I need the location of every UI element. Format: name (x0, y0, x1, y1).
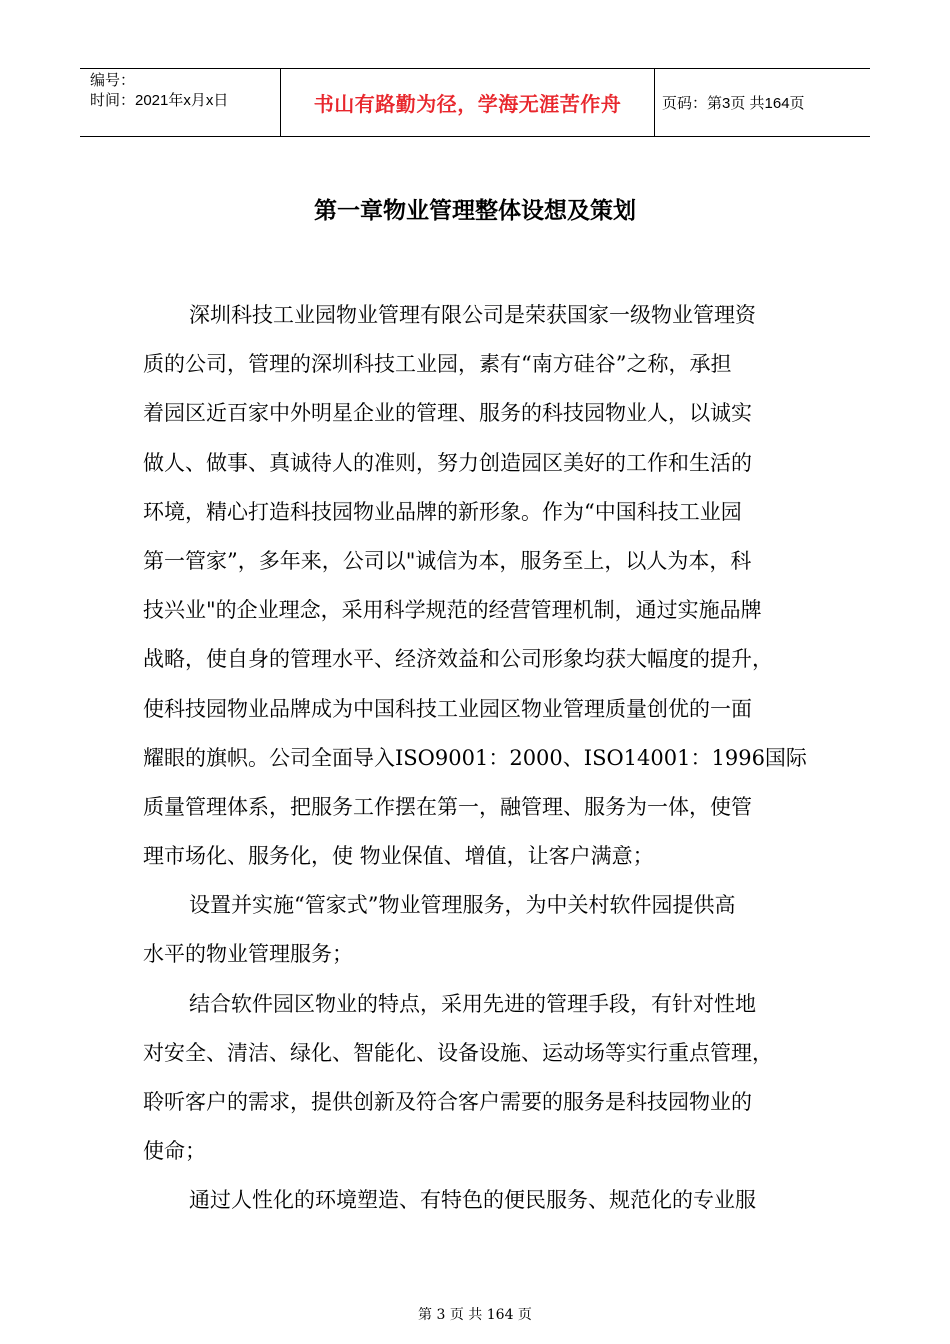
chapter-title: 第一章物业管理整体设想及策划 (314, 198, 636, 224)
body-line: 结合软件园区物业的特点，采用先进的管理手段，有针对性地 (189, 991, 756, 1016)
body-line: 理市场化、服务化，使 物业保值、增值，让客户满意； (143, 844, 654, 869)
header-page-info: 页码：第3页 共164页 (662, 95, 805, 112)
body-line: 聆听客户的需求，提供创新及符合客户需要的服务是科技园物业的 (143, 1090, 752, 1114)
page-header (80, 68, 870, 137)
body-line: 设置并实施“管家式”物业管理服务，为中关村软件园提供高 (189, 893, 736, 918)
header-meta-cell (80, 69, 280, 136)
header-page-cell (654, 69, 870, 136)
document-time-label: 时间：2021年x月x日 (90, 92, 229, 109)
header-motto-cell (280, 69, 655, 136)
body-line: 水平的物业管理服务； (143, 942, 353, 967)
body-line: 使命； (143, 1139, 206, 1164)
body-line: 着园区近百家中外明星企业的管理、服务的科技园物业人，以诚实 (143, 401, 752, 426)
body-line: 技兴业"的企业理念，采用科学规范的经营管理机制，通过实施品牌 (143, 598, 762, 623)
body-line: 通过人性化的环境塑造、有特色的便民服务、规范化的专业服 (189, 1188, 756, 1213)
body-line: 质量管理体系，把服务工作摆在第一，融管理、服务为一体，使管 (143, 794, 752, 819)
header-motto: 书山有路勤为径，学海无涯苦作舟 (313, 92, 622, 116)
body-line: 做人、做事、真诚待人的准则，努力创造园区美好的工作和生活的 (143, 450, 752, 475)
body-line: 深圳科技工业园物业管理有限公司是荣获国家一级物业管理资 (189, 303, 756, 327)
body-line: 第一管家”，多年来，公司以"诚信为本，服务至上，以人为本，科 (143, 548, 752, 573)
body-line: 质的公司，管理的深圳科技工业园，素有“南方硅谷”之称，承担 (143, 352, 732, 377)
document-number-label: 编号： (90, 72, 136, 89)
body-line: 使科技园物业品牌成为中国科技工业园区物业管理质量创优的一面 (143, 696, 752, 721)
page-footer: 第 3 页 共 164 页 (418, 1307, 532, 1323)
document-body (143, 291, 813, 1226)
body-line: 对安全、清洁、绿化、智能化、设备设施、运动场等实行重点管理， (143, 1040, 773, 1065)
body-line: 战略，使自身的管理水平、经济效益和公司形象均获大幅度的提升， (143, 647, 773, 672)
body-line: 环境，精心打造科技园物业品牌的新形象。作为“中国科技工业园 (143, 499, 742, 524)
body-line: 耀眼的旗帜。公司全面导入ISO9001：2000、ISO14001：1996国际 (143, 745, 807, 770)
